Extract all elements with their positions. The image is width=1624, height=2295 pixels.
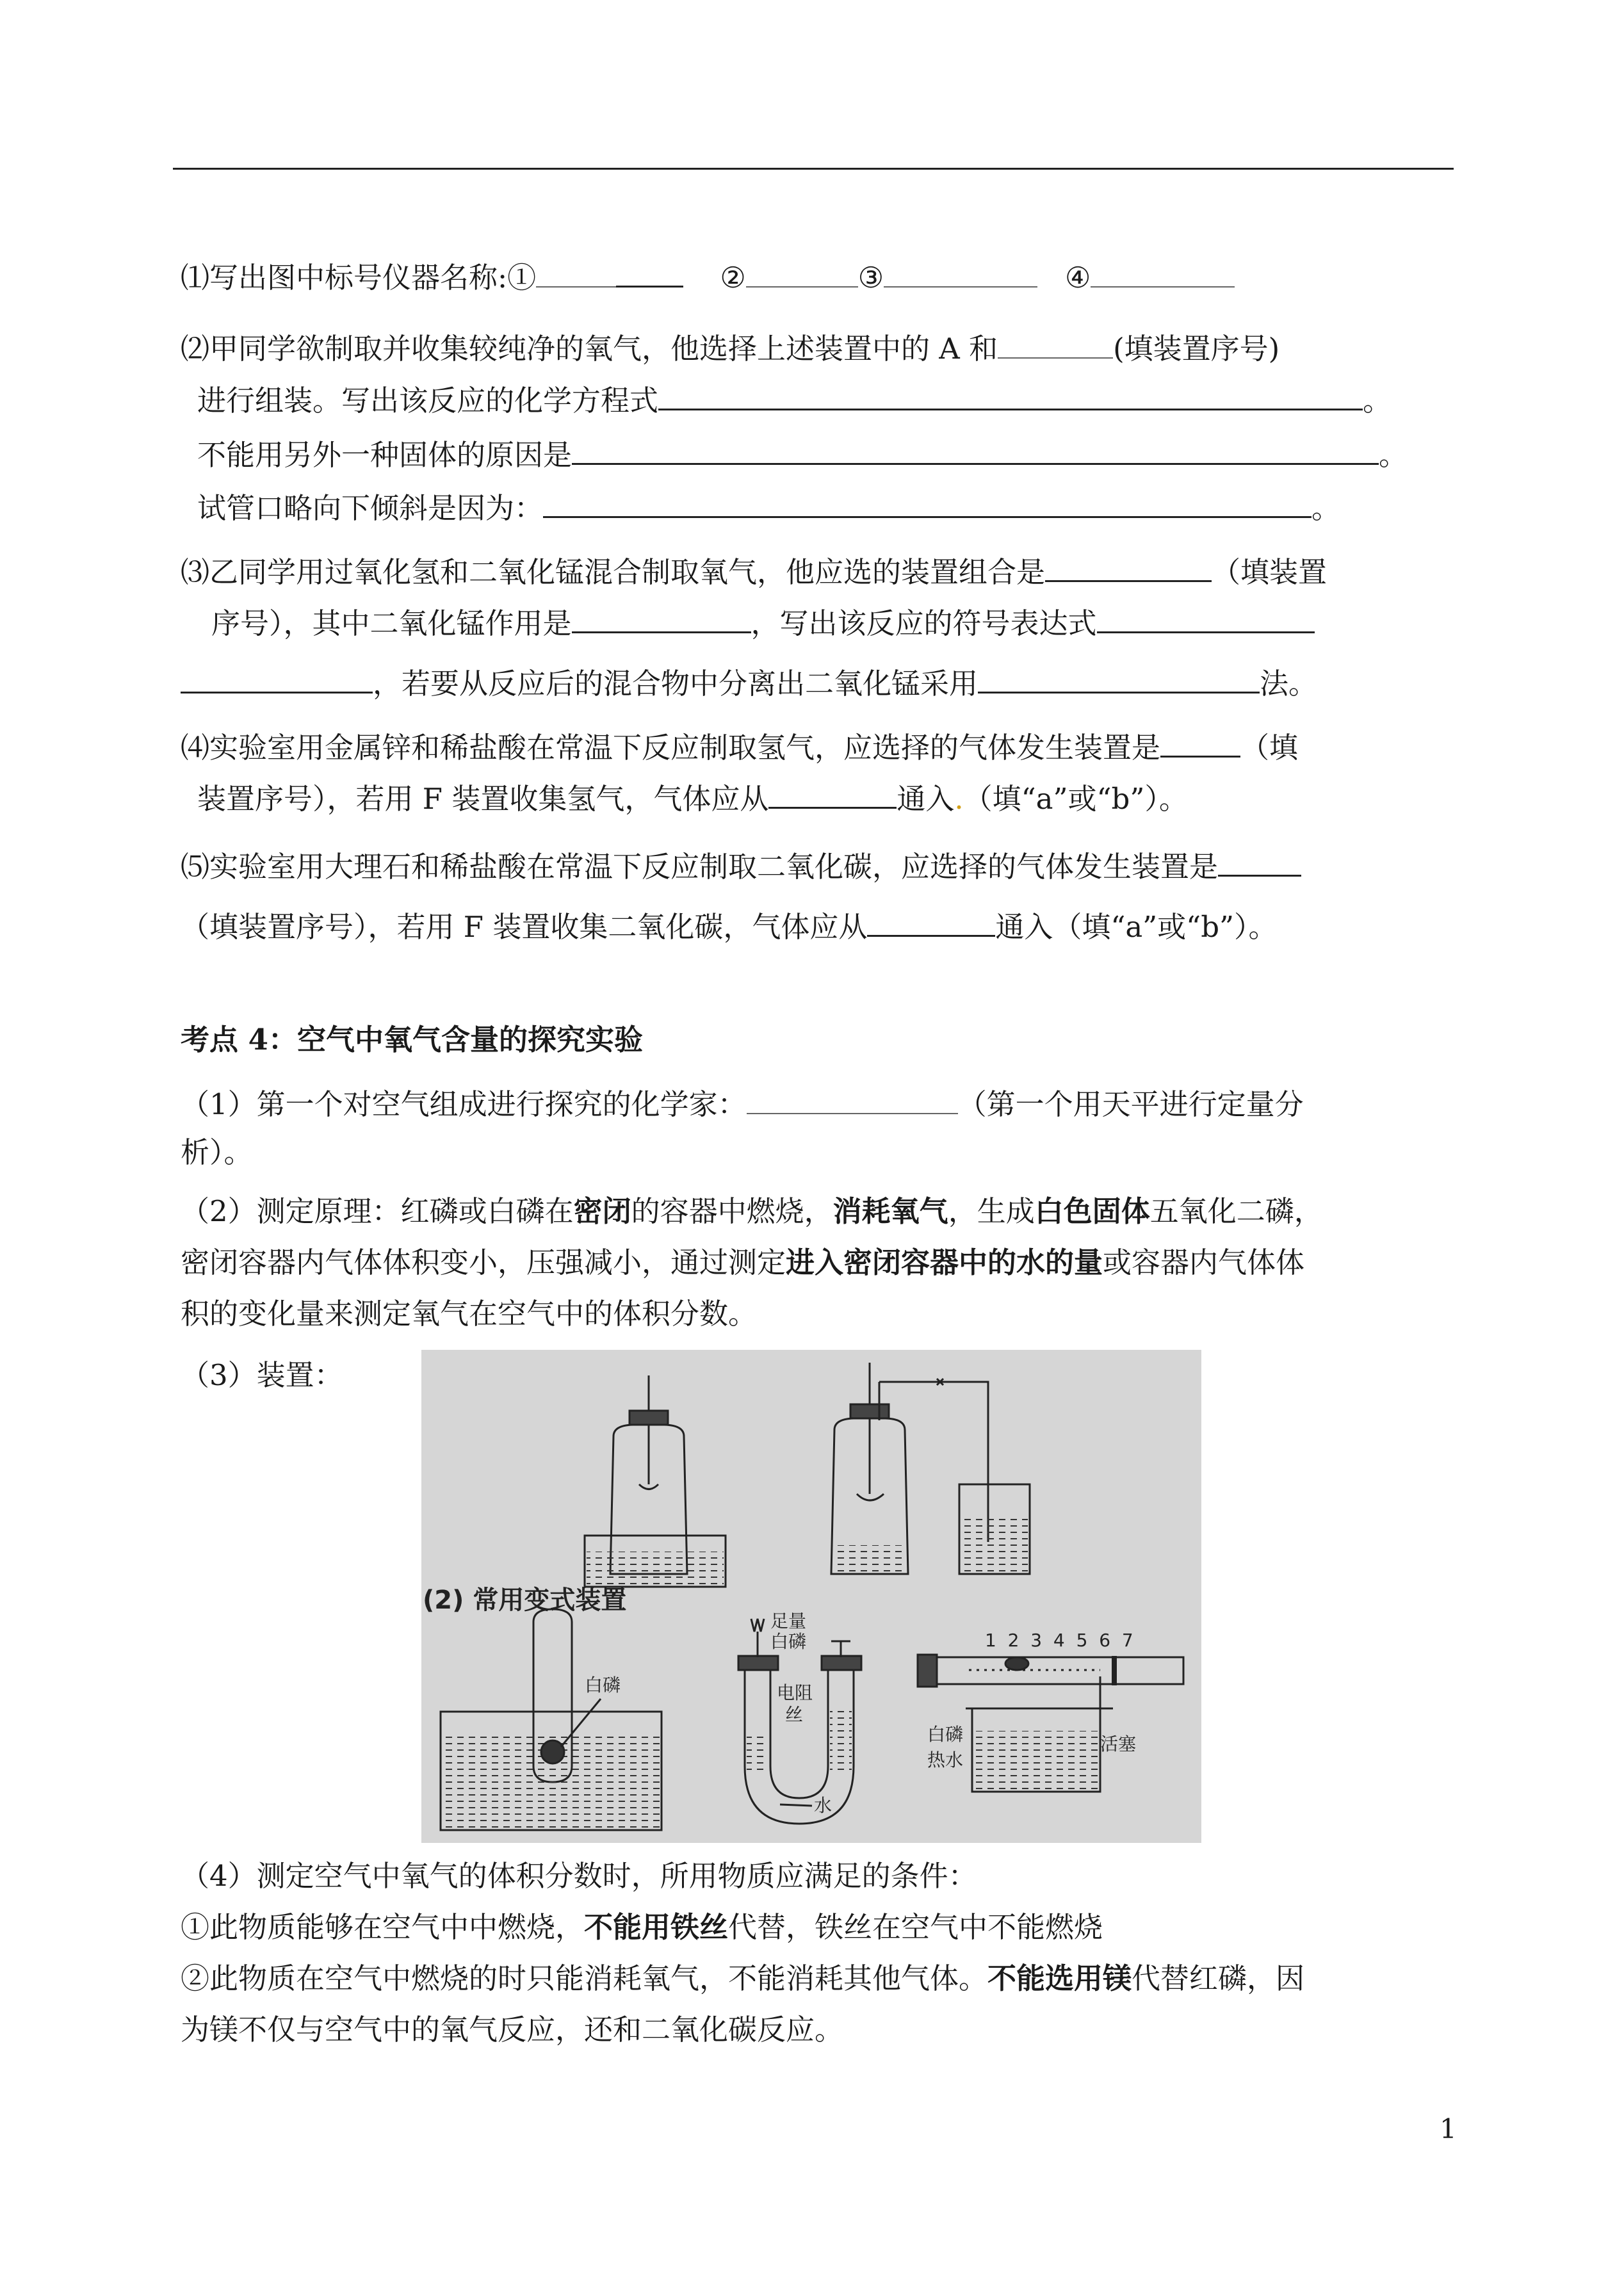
q1-mark-4: ④: [1065, 261, 1091, 295]
q5-line-2: [181, 904, 1278, 946]
q3-text-2a: 序号），其中二氧化锰作用是: [211, 606, 572, 640]
s4-c1-b-bold: 不能用铁丝: [584, 1910, 729, 1944]
q3-blank-role[interactable]: [572, 601, 751, 633]
br-water: [974, 1731, 1098, 1790]
label-baipin-2: 白磷: [770, 1631, 807, 1652]
s4-c1-a: ①此物质能够在空气中中燃烧，: [181, 1910, 585, 1944]
q1-mark-2: ②: [720, 261, 746, 295]
s4-p2-f-bold: 白色固体: [1034, 1194, 1150, 1228]
q2-text-3: 不能用另外一种固体的原因是: [197, 438, 572, 472]
q4-text-1b: （填: [1240, 731, 1299, 765]
tr-beaker-water: [961, 1516, 1028, 1573]
q1-line: [181, 255, 1235, 297]
bl-phosphorus: [541, 1740, 564, 1764]
q5-line-1: [181, 844, 1301, 886]
blank-1a[interactable]: [536, 255, 616, 288]
label-shui: 水: [814, 1795, 832, 1816]
q3-text-1b: （填装置: [1212, 555, 1328, 589]
s4-p1-text-b: （第一个用天平进行定量分: [957, 1087, 1304, 1121]
q3-line-1: [181, 549, 1327, 592]
label-reshui: 热水: [927, 1749, 964, 1771]
s4-p2-l2b-bold: 进入密闭容器中的水的量: [786, 1245, 1103, 1279]
header-rule: [173, 168, 1454, 170]
ruler-5: 5: [1076, 1630, 1088, 1651]
q5-text-2b: 通入（填“a”或“b”）。: [995, 910, 1278, 944]
q2-text-1b: (填装置序号): [1113, 332, 1280, 366]
s4-blank-chemist[interactable]: [747, 1082, 958, 1114]
q3-line-3: [181, 661, 1317, 703]
q3-blank-expr-cont[interactable]: [181, 661, 373, 693]
section4-heading: 考点 4：空气中氧气含量的探究实验: [181, 1023, 643, 1057]
q2-text-1a: ⑵甲同学欲制取并收集较纯净的氧气，他选择上述装置中的 A 和: [181, 332, 998, 366]
ruler-2: 2: [1007, 1630, 1019, 1651]
q4-blank-device[interactable]: [1160, 725, 1240, 758]
s4-p1-text-a: （1）第一个对空气组成进行探究的化学家：: [181, 1087, 747, 1121]
um-stopper-l: [738, 1656, 778, 1670]
ruler-6: 6: [1099, 1630, 1111, 1651]
q2-blank-equation[interactable]: [658, 378, 1363, 410]
s4-p2-l2c: 或容器内气体体: [1103, 1245, 1305, 1279]
ruler-numbers: [985, 1630, 1133, 1651]
q2-end-3: 。: [1379, 438, 1408, 472]
q3-line-2: [211, 601, 1315, 643]
s4-p2-c: 的容器中燃烧，: [631, 1194, 833, 1228]
q3-text-1a: ⑶乙同学用过氧化氢和二氧化锰混合制取氧气，他应选的装置组合是: [181, 555, 1046, 589]
label-baipin-3: 白磷: [927, 1724, 964, 1745]
s4-p3-label: （3）装置：: [181, 1358, 343, 1392]
s4-cond-1: [181, 1908, 1103, 1947]
q4-line-1: [181, 725, 1298, 767]
s4-p4: （4）测定空气中氧气的体积分数时，所用物质应满足的条件：: [181, 1859, 977, 1893]
q3-text-3b: 法。: [1260, 667, 1318, 701]
s4-p2-g: 五氧化二磷，: [1149, 1194, 1323, 1228]
um-water-l: [747, 1734, 768, 1772]
figure-caption: (2) 常用变式装置: [423, 1585, 627, 1615]
blank-1b[interactable]: [616, 255, 683, 288]
um-water-leader: [780, 1804, 812, 1806]
q3-text-3a: ，若要从反应后的混合物中分离出二氧化锰采用: [373, 667, 978, 701]
s4-p2-l2a: 密闭容器内气体体积变小，压强减小，通过测定: [181, 1245, 786, 1279]
q4-text-2c: （填“a”或“b”）。: [963, 782, 1188, 816]
label-baipin-1: 白磷: [585, 1675, 621, 1696]
s4-p2-d-bold: 消耗氧气: [832, 1194, 948, 1228]
page-number: 1: [1440, 2113, 1457, 2145]
q2-blank-device[interactable]: [998, 327, 1113, 359]
ruler-7: 7: [1121, 1630, 1133, 1651]
q2-line-3: [197, 432, 1408, 474]
tr-bottle-water: [833, 1545, 906, 1573]
q3-text-2b: ，写出该反应的符号表达式: [751, 606, 1097, 640]
q4-text-1a: ⑷实验室用金属锌和稀盐酸在常温下反应制取氢气，应选择的气体发生装置是: [181, 731, 1161, 765]
label-huosai: 活塞: [1100, 1733, 1137, 1755]
q2-blank-reason[interactable]: [572, 432, 1379, 465]
s4-p2-line-2: [181, 1244, 1304, 1282]
q3-blank-expr[interactable]: [1097, 601, 1315, 633]
q2-line-2: [197, 378, 1392, 420]
s4-c2-a: ②此物质在空气中燃烧的时只能消耗氧气，不能消耗其他气体。: [181, 1961, 988, 1995]
s4-c2-b-bold: 不能选用镁: [987, 1961, 1132, 1995]
br-stopper: [918, 1655, 937, 1687]
q4-dot: .: [954, 782, 964, 816]
q2-text-2: 进行组装。写出该反应的化学方程式: [197, 384, 659, 418]
tl-water: [587, 1552, 724, 1585]
q4-text-2b: 通入: [897, 782, 955, 816]
q2-line-4: [197, 485, 1340, 528]
um-coil: [751, 1619, 764, 1632]
apparatus-figure: [421, 1350, 1201, 1843]
blank-4[interactable]: [1091, 255, 1235, 288]
q4-text-2a: 装置序号），若用 F 装置收集氢气，气体应从: [197, 782, 769, 816]
um-stopper-r: [822, 1656, 861, 1670]
q5-text-1: ⑸实验室用大理石和稀盐酸在常温下反应制取二氧化碳，应选择的气体发生装置是: [181, 850, 1219, 884]
s4-cond-2: [181, 1959, 1304, 1998]
s4-p2-e: ，生成: [948, 1194, 1035, 1228]
ruler-4: 4: [1053, 1630, 1065, 1651]
s4-p1-line-2: 析）。: [181, 1135, 253, 1169]
s4-cond-3: 为镁不仅与空气中的氧气反应，还和二氧化碳反应。: [181, 2013, 844, 2047]
s4-c1-c: 代替，铁丝在空气中不能燃烧: [728, 1910, 1103, 1944]
tl-spoon: [639, 1484, 658, 1489]
s4-p1-line-1: [181, 1082, 1304, 1124]
um-water-r: [830, 1708, 852, 1772]
s4-p2-line-3: 积的变化量来测定氧气在空气中的体积分数。: [181, 1297, 758, 1331]
tr-stopper: [850, 1404, 889, 1418]
q5-blank-inlet[interactable]: [867, 904, 995, 937]
blank-3[interactable]: [884, 255, 1037, 288]
br-phosphorus: [1005, 1657, 1028, 1670]
q5-text-2a: （填装置序号），若用 F 装置收集二氧化碳，气体应从: [181, 910, 868, 944]
s4-p2-a: （2）测定原理：红磷或白磷在: [181, 1194, 574, 1228]
q1-prompt: ⑴写出图中标号仪器名称:①: [181, 261, 537, 295]
q2-blank-tilt[interactable]: [543, 485, 1311, 518]
s4-p2-b-bold: 密闭: [573, 1194, 631, 1228]
s4-c2-c: 代替红磷，因: [1132, 1961, 1305, 1995]
q2-text-4: 试管口略向下倾斜是因为：: [197, 491, 544, 525]
ruler-3: 3: [1030, 1630, 1043, 1651]
label-dianzu: 电阻: [777, 1682, 813, 1703]
q4-blank-inlet[interactable]: [768, 776, 897, 809]
tr-spoon: [857, 1494, 884, 1500]
label-zuliang: 足量: [770, 1610, 807, 1632]
q2-end-2: 。: [1363, 384, 1392, 418]
q3-blank-method[interactable]: [978, 661, 1260, 693]
s4-p2-line-1: [181, 1192, 1323, 1231]
q1-mark-3: ③: [857, 261, 884, 295]
ruler-1: 1: [985, 1630, 996, 1651]
tl-stopper: [629, 1411, 668, 1425]
blank-2[interactable]: [746, 255, 858, 288]
q4-line-2: [197, 776, 1188, 818]
label-si: 丝: [785, 1704, 804, 1725]
q2-end-4: 。: [1311, 491, 1341, 525]
q2-line-1: [181, 327, 1279, 368]
q3-blank-combo[interactable]: [1045, 549, 1212, 582]
q5-blank-device[interactable]: [1218, 844, 1301, 877]
